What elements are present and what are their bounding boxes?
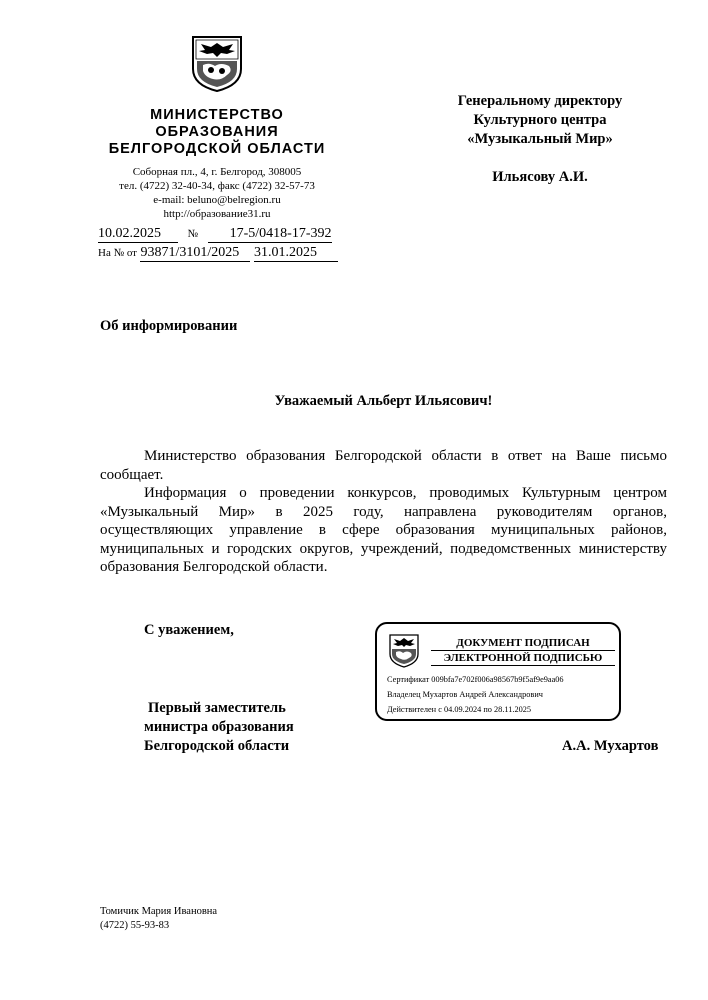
ministry-name-line-1: МИНИСТЕРСТВО [150, 107, 284, 123]
signatory-position-line-3: Белгородской области [144, 738, 290, 754]
addressee-line-2: Культурного центра [473, 112, 607, 128]
stamp-title [431, 636, 615, 666]
signatory-name: А.А. Мухартов [562, 738, 659, 754]
reply-prefix: На № от [98, 247, 137, 259]
letter-subject: Об информировании [100, 318, 238, 334]
ministry-email: e-mail: beluno@belregion.ru [153, 194, 281, 206]
ministry-name-line-2: ОБРАЗОВАНИЯ [155, 124, 279, 140]
electronic-signature-stamp [375, 622, 621, 721]
registration-date-row [98, 226, 332, 243]
ministry-address: Соборная пл., 4, г. Белгород, 308005 [132, 166, 302, 178]
ministry-website: http://образование31.ru [163, 208, 271, 220]
registration-date: 10.02.2025 [98, 226, 178, 243]
executor-name: Томичик Мария Ивановна [100, 906, 218, 917]
reply-reference-row [98, 245, 338, 262]
stamp-owner: Владелец Мухартов Андрей Александрович [387, 690, 543, 699]
addressee-line-3: «Музыкальный Мир» [467, 131, 613, 147]
salutation: Уважаемый Альберт Ильясович! [274, 393, 493, 409]
body-paragraph-2: Информация о проведении конкурсов, проводимых Культурным центром «Музыкальный Мир» в 2025 году, направлена руководителям органов, осуществляющих управление в сфере образования муниципальных районов, муниципальных и городских округов, учреждений, подведомственных министерству образования Белгородской области. [100, 485, 667, 575]
ministry-name-line-3: БЕЛГОРОДСКОЙ ОБЛАСТИ [108, 141, 326, 157]
executor-phone: (4722) 55-93-83 [100, 920, 170, 931]
ministry-phones: тел. (4722) 32-40-34, факс (4722) 32-57-73 [119, 180, 315, 192]
signatory-position-line-1: Первый заместитель [148, 700, 286, 716]
body-paragraph-1: Министерство образования Белгородской области в ответ на Ваше письмо сообщает. [100, 448, 667, 483]
closing: С уважением, [144, 622, 234, 638]
letter-body [100, 447, 667, 577]
addressee-name: Ильясову А.И. [492, 169, 588, 185]
reply-date: 31.01.2025 [254, 245, 338, 262]
addressee-line-1: Генеральному директору [457, 93, 623, 109]
registration-number-sign: № [187, 228, 198, 240]
stamp-emblem-icon [389, 634, 419, 668]
reply-number: 93871/3101/2025 [140, 245, 250, 262]
stamp-title-line-1: ДОКУМЕНТ ПОДПИСАН [431, 636, 615, 651]
coat-of-arms-emblem [191, 35, 243, 93]
stamp-validity: Действителен с 04.09.2024 по 28.11.2025 [387, 705, 532, 714]
registration-number: 17-5/0418-17-392 [208, 226, 332, 243]
stamp-title-line-2: ЭЛЕКТРОННОЙ ПОДПИСЬЮ [431, 651, 615, 666]
stamp-certificate: Сертификат 009bfa7e702f006a98567b9f5af9e9aa06 [387, 675, 564, 684]
signatory-position-line-2: министра образования [144, 719, 294, 735]
